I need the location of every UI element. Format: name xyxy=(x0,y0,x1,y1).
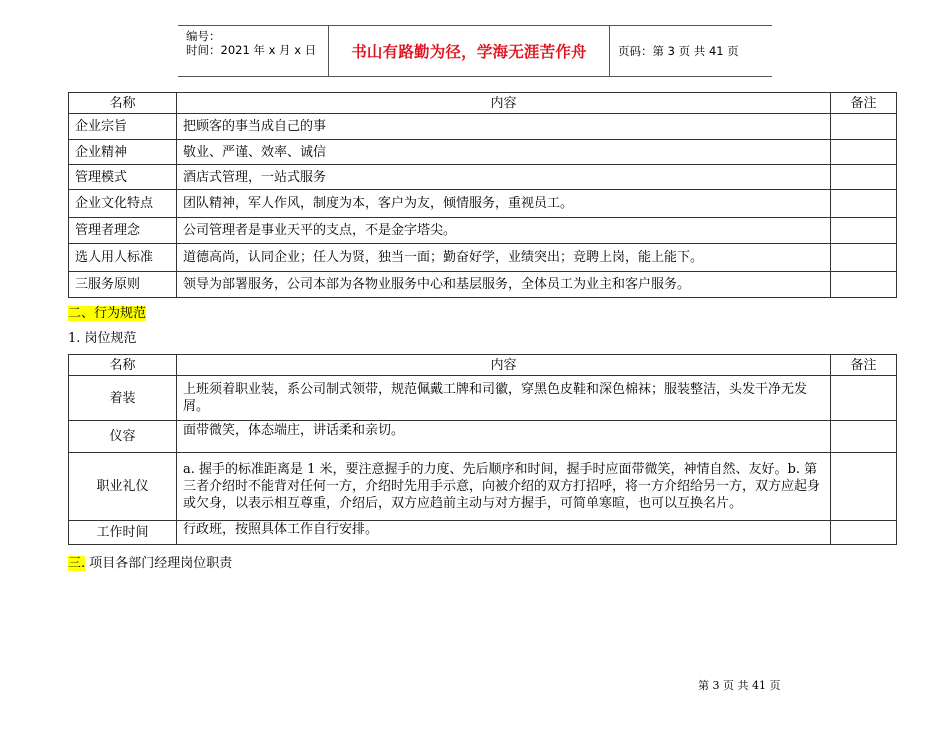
header-meta-cell xyxy=(178,26,329,76)
column-header-name: 名称 xyxy=(69,93,177,114)
row-note xyxy=(831,190,897,218)
row-name: 管理者理念 xyxy=(69,218,177,244)
table-row xyxy=(69,114,897,140)
row-content: 敬业、严谨、效率、诚信 xyxy=(177,140,831,165)
table-row xyxy=(69,244,897,272)
column-header-content: 内容 xyxy=(177,93,831,114)
table-header-row xyxy=(69,93,897,114)
row-note xyxy=(831,376,897,421)
row-note xyxy=(831,421,897,453)
table-row xyxy=(69,140,897,165)
row-name: 企业文化特点 xyxy=(69,190,177,218)
row-name: 选人用人标准 xyxy=(69,244,177,272)
table-row xyxy=(69,218,897,244)
row-content: 公司管理者是事业天平的支点，不是金字塔尖。 xyxy=(177,218,831,244)
row-content: 行政班，按照具体工作自行安排。 xyxy=(177,521,831,545)
row-name: 仪容 xyxy=(69,421,177,453)
row-content: a. 握手的标准距离是 1 米，要注意握手的力度、先后顺序和时间，握手时应面带微笑，神情自然、友好。b. 第三者介绍时不能背对任何一方，介绍时先用手示意，向被介绍的双方打招呼，将一方介绍给另一方，双方应起身或欠身，以表示相互尊重，介绍后，双方应趋前主动与对方握手，可简单寒暄，也可以互换名片。 xyxy=(177,453,831,521)
section-title-duties xyxy=(68,555,232,572)
column-header-name: 名称 xyxy=(69,355,177,376)
row-name: 管理模式 xyxy=(69,165,177,190)
row-note xyxy=(831,453,897,521)
table-header-row xyxy=(69,355,897,376)
row-name: 三服务原则 xyxy=(69,272,177,298)
table-row xyxy=(69,376,897,421)
table-row xyxy=(69,421,897,453)
row-content: 酒店式管理，一站式服务 xyxy=(177,165,831,190)
section-title-behavior xyxy=(68,305,146,322)
column-header-note: 备注 xyxy=(831,93,897,114)
page-label: 页码：第 3 页 共 41 页 xyxy=(618,44,739,58)
row-content: 道德高尚，认同企业；任人为贤，独当一面；勤奋好学，业绩突出；竞聘上岗，能上能下。 xyxy=(177,244,831,272)
row-content: 团队精神，军人作风，制度为本，客户为友，倾情服务，重视员工。 xyxy=(177,190,831,218)
number-label: 编号： xyxy=(186,29,221,43)
row-name: 企业精神 xyxy=(69,140,177,165)
page-header xyxy=(178,25,772,77)
time-label: 时间：2021 年 x 月 x 日 xyxy=(186,43,317,57)
motto: 书山有路勤为径，学海无涯苦作舟 xyxy=(351,43,587,61)
section-text: 项目各部门经理岗位职责 xyxy=(89,556,233,571)
row-note xyxy=(831,218,897,244)
row-note xyxy=(831,140,897,165)
table-row xyxy=(69,190,897,218)
row-name: 工作时间 xyxy=(69,521,177,545)
page-footer: 第 3 页 共 41 页 xyxy=(698,679,781,692)
row-content: 上班须着职业装，系公司制式领带，规范佩戴工牌和司徽，穿黑色皮鞋和深色棉袜；服装整洁，头发干净无发屑。 xyxy=(177,376,831,421)
table-row xyxy=(69,272,897,298)
row-content: 面带微笑，体态端庄，讲话柔和亲切。 xyxy=(177,421,831,453)
row-name: 企业宗旨 xyxy=(69,114,177,140)
header-motto-cell xyxy=(329,26,610,76)
row-note xyxy=(831,244,897,272)
row-note xyxy=(831,165,897,190)
row-note xyxy=(831,272,897,298)
row-name: 职业礼仪 xyxy=(69,453,177,521)
subsection-title-post: 1. 岗位规范 xyxy=(68,331,137,346)
column-header-content: 内容 xyxy=(177,355,831,376)
header-page-cell xyxy=(610,26,772,76)
row-content: 领导为部署服务，公司本部为各物业服务中心和基层服务，全体员工为业主和客户服务。 xyxy=(177,272,831,298)
column-header-note: 备注 xyxy=(831,355,897,376)
section-number: 三. xyxy=(68,556,86,571)
section-title-text: 二、行为规范 xyxy=(68,306,147,321)
row-note xyxy=(831,521,897,545)
row-name: 着装 xyxy=(69,376,177,421)
culture-table xyxy=(68,92,897,298)
post-standards-table xyxy=(68,354,897,545)
table-row xyxy=(69,453,897,521)
row-note xyxy=(831,114,897,140)
table-row xyxy=(69,521,897,545)
row-content: 把顾客的事当成自己的事 xyxy=(177,114,831,140)
table-row xyxy=(69,165,897,190)
